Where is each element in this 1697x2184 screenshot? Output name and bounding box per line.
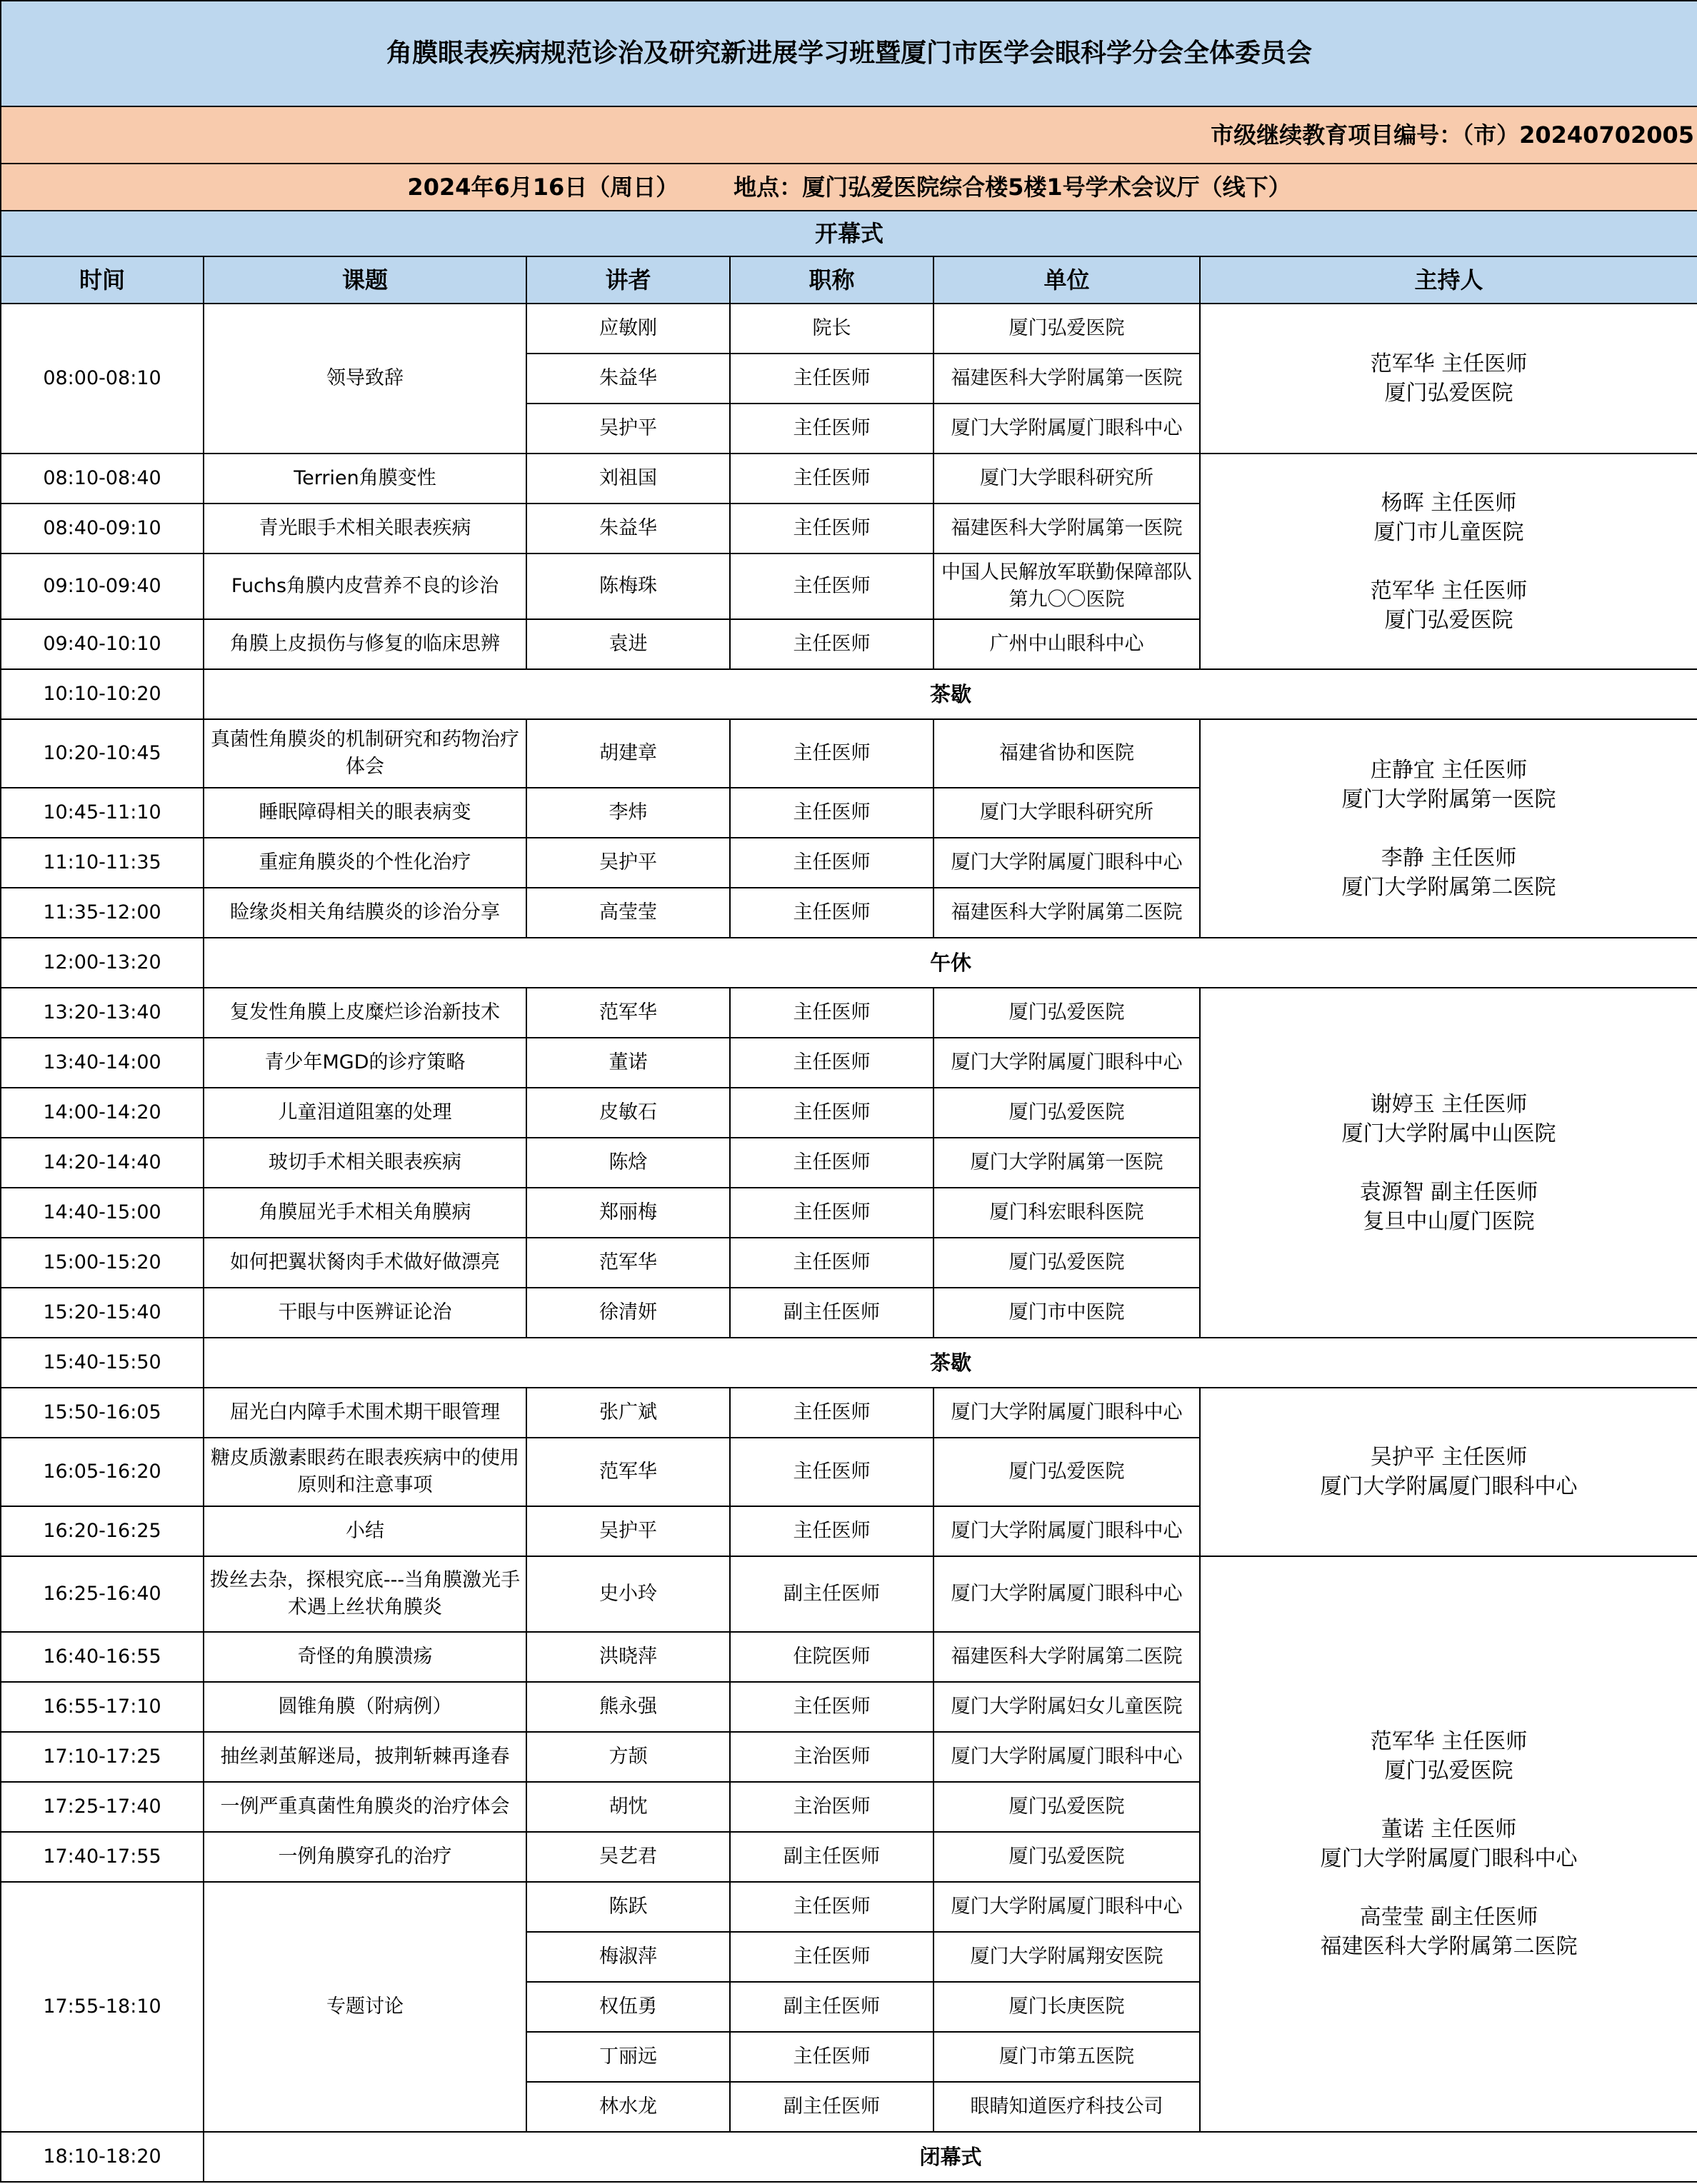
session-topic: 奇怪的角膜溃疡: [204, 1632, 526, 1682]
speaker-title: 主任医师: [730, 888, 933, 938]
session-topic: 玻切手术相关眼表疾病: [204, 1138, 526, 1188]
break-time: 15:40-15:50: [1, 1338, 204, 1388]
host-line: 厦门弘爱医院: [1384, 607, 1513, 633]
header-speaker: 讲者: [526, 256, 730, 304]
schedule-row: [1, 938, 1697, 988]
host-spacer: [1205, 547, 1693, 576]
session-time: 16:40-16:55: [1, 1632, 204, 1682]
host-line: 范军华 主任医师: [1370, 1729, 1528, 1754]
speaker-org: 厦门大学附属厦门眼科中心: [933, 1732, 1200, 1782]
speaker-title: 副主任医师: [730, 1556, 933, 1632]
speaker-title: 主任医师: [730, 1088, 933, 1138]
session-topic: 领导致辞: [204, 304, 526, 454]
session-host: [1200, 454, 1697, 669]
speaker-title: 主治医师: [730, 1782, 933, 1832]
speaker-org: 厦门大学附属厦门眼科中心: [933, 1506, 1200, 1556]
speaker-title: 主任医师: [730, 404, 933, 454]
speaker-title: 主任医师: [730, 1506, 933, 1556]
session-topic: 青少年MGD的诊疗策略: [204, 1038, 526, 1088]
session-speaker: 董诺: [526, 1038, 730, 1088]
session-time: 15:20-15:40: [1, 1288, 204, 1338]
speaker-org: 厦门大学眼科研究所: [933, 788, 1200, 838]
session-time: 13:20-13:40: [1, 988, 204, 1038]
session-time: 13:40-14:00: [1, 1038, 204, 1088]
host-line: 厦门市儿童医院: [1373, 519, 1524, 545]
page-title: 角膜眼表疾病规范诊治及研究新进展学习班暨厦门市医学会眼科学分会全体委员会: [1, 1, 1697, 106]
session-speaker: 范军华: [526, 1238, 730, 1288]
speaker-org: 中国人民解放军联勤保障部队第九〇〇医院: [933, 553, 1200, 619]
speaker-org: 福建医科大学附属第二医院: [933, 1632, 1200, 1682]
host-line: 董诺 主任医师: [1381, 1817, 1517, 1842]
session-speaker: 史小玲: [526, 1556, 730, 1632]
speaker-org: 福建医科大学附属第一医院: [933, 504, 1200, 553]
speaker-org: 厦门弘爱医院: [933, 1238, 1200, 1288]
speaker-title: 主任医师: [730, 2032, 933, 2082]
speaker-title: 主任医师: [730, 719, 933, 788]
session-topic: 重症角膜炎的个性化治疗: [204, 838, 526, 888]
session-host: [1200, 1556, 1697, 2132]
header-org: 单位: [933, 256, 1200, 304]
speaker-title: 主任医师: [730, 1188, 933, 1238]
session-speaker: 应敏刚: [526, 304, 730, 354]
speaker-org: 福建省协和医院: [933, 719, 1200, 788]
speaker-org: 厦门大学附属厦门眼科中心: [933, 1038, 1200, 1088]
session-speaker: 袁进: [526, 619, 730, 669]
session-time: 16:20-16:25: [1, 1506, 204, 1556]
speaker-org: 厦门大学附属妇女儿童医院: [933, 1682, 1200, 1732]
header-time: 时间: [1, 256, 204, 304]
speaker-org: 厦门大学附属厦门眼科中心: [933, 1882, 1200, 1932]
session-speaker: 高莹莹: [526, 888, 730, 938]
session-time: 10:45-11:10: [1, 788, 204, 838]
speaker-title: 院长: [730, 304, 933, 354]
speaker-title: 主任医师: [730, 1038, 933, 1088]
session-time: 17:25-17:40: [1, 1782, 204, 1832]
host-line: 杨晖 主任医师: [1381, 490, 1517, 516]
session-topic: 小结: [204, 1506, 526, 1556]
speaker-title: 主任医师: [730, 988, 933, 1038]
break-time: 18:10-18:20: [1, 2132, 204, 2182]
session-host: [1200, 1388, 1697, 1556]
speaker-title: 主任医师: [730, 1138, 933, 1188]
host-line: 厦门大学附属厦门眼科中心: [1320, 1846, 1578, 1871]
speaker-org: 厦门大学附属翔安医院: [933, 1932, 1200, 1982]
opening-ceremony: 开幕式: [1, 211, 1697, 256]
session-topic: 真菌性角膜炎的机制研究和药物治疗体会: [204, 719, 526, 788]
session-topic: 一例角膜穿孔的治疗: [204, 1832, 526, 1882]
session-topic: 角膜屈光手术相关角膜病: [204, 1188, 526, 1238]
speaker-title: 主任医师: [730, 838, 933, 888]
break-label: 茶歇: [204, 669, 1697, 719]
session-topic: 角膜上皮损伤与修复的临床思辨: [204, 619, 526, 669]
speaker-org: 福建医科大学附属第一医院: [933, 354, 1200, 404]
session-time: 11:10-11:35: [1, 838, 204, 888]
speaker-title: 主任医师: [730, 619, 933, 669]
speaker-title: 副主任医师: [730, 1288, 933, 1338]
event-location: 地点：厦门弘爱医院综合楼5楼1号学术会议厅（线下）: [734, 174, 1291, 201]
speaker-org: 眼睛知道医疗科技公司: [933, 2082, 1200, 2132]
session-speaker: 徐清妍: [526, 1288, 730, 1338]
schedule-row: [1, 1556, 1697, 1632]
speaker-title: 主任医师: [730, 1932, 933, 1982]
host-line: 高莹莹 副主任医师: [1359, 1905, 1538, 1930]
session-topic: 睡眠障碍相关的眼表病变: [204, 788, 526, 838]
speaker-org: 厦门弘爱医院: [933, 1832, 1200, 1882]
session-time: 17:55-18:10: [1, 1882, 204, 2132]
host-spacer: [1205, 1785, 1693, 1815]
session-host: [1200, 988, 1697, 1338]
speaker-org: 厦门市第五医院: [933, 2032, 1200, 2082]
session-speaker: 陈跃: [526, 1882, 730, 1932]
speaker-title: 主任医师: [730, 1238, 933, 1288]
schedule-body: [1, 1, 1697, 2182]
session-time: 09:10-09:40: [1, 553, 204, 619]
speaker-org: 厦门市中医院: [933, 1288, 1200, 1338]
session-speaker: 陈梅珠: [526, 553, 730, 619]
session-speaker: 吴护平: [526, 1506, 730, 1556]
session-topic: 圆锥角膜（附病例）: [204, 1682, 526, 1732]
speaker-title: 主任医师: [730, 354, 933, 404]
session-speaker: 范军华: [526, 1438, 730, 1506]
session-time: 09:40-10:10: [1, 619, 204, 669]
session-speaker: 丁丽远: [526, 2032, 730, 2082]
break-time: 10:10-10:20: [1, 669, 204, 719]
speaker-org: 厦门弘爱医院: [933, 304, 1200, 354]
speaker-org: 厦门科宏眼科医院: [933, 1188, 1200, 1238]
host-line: 吴护平 主任医师: [1370, 1445, 1528, 1470]
session-speaker: 吴护平: [526, 404, 730, 454]
session-speaker: 梅淑萍: [526, 1932, 730, 1982]
session-speaker: 吴艺君: [526, 1832, 730, 1882]
event-date: 2024年6月16日（周日）: [407, 174, 679, 201]
schedule-row: [1, 304, 1697, 354]
session-speaker: 刘祖国: [526, 454, 730, 504]
session-time: 17:40-17:55: [1, 1832, 204, 1882]
session-topic: 拨丝去杂，探根究底---当角膜激光手术遇上丝状角膜炎: [204, 1556, 526, 1632]
session-time: 16:05-16:20: [1, 1438, 204, 1506]
session-topic: Fuchs角膜内皮营养不良的诊治: [204, 553, 526, 619]
speaker-org: 厦门弘爱医院: [933, 1088, 1200, 1138]
speaker-org: 厦门弘爱医院: [933, 988, 1200, 1038]
host-line: 厦门大学附属第一医院: [1341, 786, 1556, 812]
session-speaker: 熊永强: [526, 1682, 730, 1732]
speaker-org: 厦门大学附属厦门眼科中心: [933, 1388, 1200, 1438]
session-time: 11:35-12:00: [1, 888, 204, 938]
session-speaker: 陈焓: [526, 1138, 730, 1188]
session-topic: 复发性角膜上皮糜烂诊治新技术: [204, 988, 526, 1038]
speaker-org: 厦门弘爱医院: [933, 1438, 1200, 1506]
session-time: 15:50-16:05: [1, 1388, 204, 1438]
break-time: 12:00-13:20: [1, 938, 204, 988]
host-line: 厦门弘爱医院: [1384, 381, 1513, 406]
session-topic: 一例严重真菌性角膜炎的治疗体会: [204, 1782, 526, 1832]
session-time: 10:20-10:45: [1, 719, 204, 788]
session-speaker: 胡建章: [526, 719, 730, 788]
schedule-row: [1, 719, 1697, 788]
session-speaker: 张广斌: [526, 1388, 730, 1438]
session-host: [1200, 304, 1697, 454]
break-label: 午休: [204, 938, 1697, 988]
speaker-org: 广州中山眼科中心: [933, 619, 1200, 669]
session-speaker: 方颉: [526, 1732, 730, 1782]
session-time: 08:10-08:40: [1, 454, 204, 504]
speaker-title: 副主任医师: [730, 1832, 933, 1882]
session-time: 17:10-17:25: [1, 1732, 204, 1782]
speaker-title: 主治医师: [730, 1732, 933, 1782]
session-time: 15:00-15:20: [1, 1238, 204, 1288]
speaker-title: 主任医师: [730, 1682, 933, 1732]
host-line: 福建医科大学附属第二医院: [1320, 1934, 1578, 1959]
session-speaker: 郑丽梅: [526, 1188, 730, 1238]
session-speaker: 吴护平: [526, 838, 730, 888]
speaker-title: 主任医师: [730, 454, 933, 504]
host-line: 厦门大学附属第二医院: [1341, 874, 1556, 900]
host-line: 谢婷玉 主任医师: [1370, 1091, 1528, 1117]
speaker-title: 主任医师: [730, 788, 933, 838]
header-topic: 课题: [204, 256, 526, 304]
session-speaker: 朱益华: [526, 504, 730, 553]
session-speaker: 范军华: [526, 988, 730, 1038]
speaker-org: 厦门弘爱医院: [933, 1782, 1200, 1832]
speaker-title: 副主任医师: [730, 2082, 933, 2132]
host-line: 庄静宜 主任医师: [1370, 757, 1528, 783]
session-topic: 糖皮质激素眼药在眼表疾病中的使用原则和注意事项: [204, 1438, 526, 1506]
host-line: 厦门弘爱医院: [1384, 1758, 1513, 1783]
session-speaker: 朱益华: [526, 354, 730, 404]
speaker-org: 福建医科大学附属第二医院: [933, 888, 1200, 938]
session-speaker: 皮敏石: [526, 1088, 730, 1138]
speaker-title: 主任医师: [730, 1388, 933, 1438]
host-line: 袁源智 副主任医师: [1359, 1179, 1538, 1205]
speaker-org: 厦门大学附属厦门眼科中心: [933, 404, 1200, 454]
speaker-title: 住院医师: [730, 1632, 933, 1682]
session-topic: Terrien角膜变性: [204, 454, 526, 504]
session-time: 08:40-09:10: [1, 504, 204, 553]
host-spacer: [1205, 814, 1693, 843]
speaker-title: 副主任医师: [730, 1982, 933, 2032]
speaker-org: 厦门大学附属第一医院: [933, 1138, 1200, 1188]
speaker-title: 主任医师: [730, 504, 933, 553]
session-speaker: 胡忱: [526, 1782, 730, 1832]
speaker-org: 厦门大学眼科研究所: [933, 454, 1200, 504]
session-topic: 抽丝剥茧解迷局，披荆斩棘再逢春: [204, 1732, 526, 1782]
session-time: 14:20-14:40: [1, 1138, 204, 1188]
speaker-title: 主任医师: [730, 1882, 933, 1932]
date-location: [1, 164, 1697, 211]
session-topic: 屈光白内障手术围术期干眼管理: [204, 1388, 526, 1438]
host-line: 复旦中山厦门医院: [1363, 1208, 1535, 1234]
session-time: 16:25-16:40: [1, 1556, 204, 1632]
speaker-org: 厦门大学附属厦门眼科中心: [933, 838, 1200, 888]
speaker-title: 主任医师: [730, 1438, 933, 1506]
session-speaker: 洪晓萍: [526, 1632, 730, 1682]
session-speaker: 林水龙: [526, 2082, 730, 2132]
host-line: 厦门大学附属厦门眼科中心: [1320, 1474, 1578, 1499]
host-line: 李静 主任医师: [1381, 845, 1517, 871]
break-label: 茶歇: [204, 1338, 1697, 1388]
schedule-row: [1, 988, 1697, 1038]
session-host: [1200, 719, 1697, 938]
session-topic: 干眼与中医辨证论治: [204, 1288, 526, 1338]
session-topic: 睑缘炎相关角结膜炎的诊治分享: [204, 888, 526, 938]
speaker-org: 厦门大学附属厦门眼科中心: [933, 1556, 1200, 1632]
schedule-row: [1, 669, 1697, 719]
session-topic: 儿童泪道阻塞的处理: [204, 1088, 526, 1138]
session-time: 14:00-14:20: [1, 1088, 204, 1138]
speaker-title: 主任医师: [730, 553, 933, 619]
session-time: 14:40-15:00: [1, 1188, 204, 1238]
session-topic: 如何把翼状胬肉手术做好做漂亮: [204, 1238, 526, 1288]
header-title: 职称: [730, 256, 933, 304]
schedule-row: [1, 1388, 1697, 1438]
break-label: 闭幕式: [204, 2132, 1697, 2182]
project-number: 市级继续教育项目编号：（市）20240702005: [1, 106, 1697, 164]
schedule-row: [1, 1338, 1697, 1388]
session-topic: 青光眼手术相关眼表疾病: [204, 504, 526, 553]
host-line: 厦门大学附属中山医院: [1341, 1121, 1556, 1146]
host-spacer: [1205, 1873, 1693, 1903]
schedule-row: [1, 2132, 1697, 2182]
schedule-row: [1, 454, 1697, 504]
session-time: 16:55-17:10: [1, 1682, 204, 1732]
session-speaker: 权伍勇: [526, 1982, 730, 2032]
speaker-org: 厦门长庚医院: [933, 1982, 1200, 2032]
host-line: 范军华 主任医师: [1370, 578, 1528, 603]
header-host: 主持人: [1200, 256, 1697, 304]
host-line: 范军华 主任医师: [1370, 351, 1528, 376]
session-topic: 专题讨论: [204, 1882, 526, 2132]
session-time: 08:00-08:10: [1, 304, 204, 454]
session-speaker: 李炜: [526, 788, 730, 838]
host-spacer: [1205, 1148, 1693, 1178]
